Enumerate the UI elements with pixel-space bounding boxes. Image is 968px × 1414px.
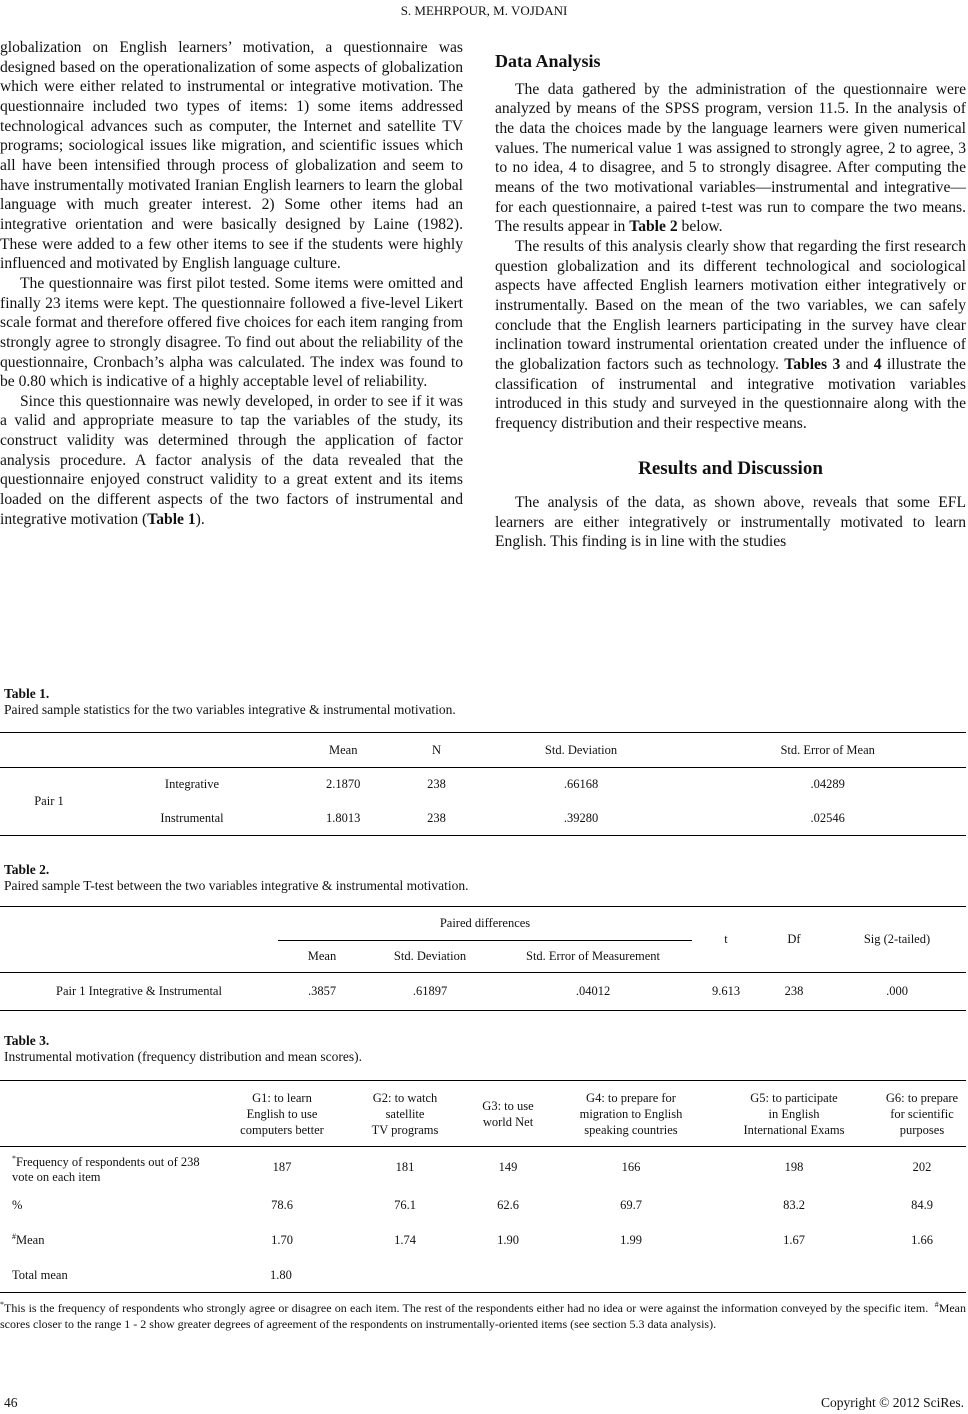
col-header: Df: [760, 907, 828, 973]
cell: 1.70: [271, 1233, 293, 1247]
col-header: Mean: [307, 949, 337, 963]
col-header: Mean: [328, 742, 358, 757]
text: The data gathered by the administration of the questionnaire were analyzed by means of the SPSS program, version 11.5. In the analysis of the data the choices made by the language learners were given numerical values. The numerical value 1 was assigned to strongly agree, 2 to agree, 3 to no idea, 4 to disagree, and 5 to strongly disagree. After computing the means of the two motivational variables—instrumental and integrative—for each questionnaire, a paired t-test was run to compare the two means. The results appear in: [495, 80, 966, 236]
cell: .000: [886, 984, 908, 998]
table-label: Table 1.: [4, 686, 50, 701]
table3: [0, 1080, 966, 1293]
section-heading: Results and Discussion: [638, 458, 823, 480]
cell: Integrative: [164, 777, 220, 792]
paragraph: [495, 80, 966, 237]
cell: 187: [272, 1160, 292, 1175]
col-header: G5: to participate in English International Exams: [743, 1090, 845, 1137]
table-ref: Table 1: [147, 510, 196, 528]
row-header: %: [12, 1198, 23, 1212]
cell: 202: [912, 1160, 932, 1175]
cell: .04289: [810, 777, 845, 792]
cell: .04012: [575, 984, 611, 998]
col-header: G4: to prepare for migration to English speaking countries: [579, 1090, 683, 1137]
text: The results of this analysis clearly show that regarding the first research question globalization and its different technological and sociological aspects have affected English learners motivation either integratively or instrumentally. Based on the mean of the two variables, we can safely conclude that the English learners participating in the survey have clear inclination toward instrumental orientation created under the influence of the globalization factors such as technology.: [495, 237, 966, 373]
col-header: G1: to learn English to use computers better: [240, 1090, 324, 1137]
table-label: Table 3.: [4, 1033, 50, 1048]
col-header: G6: to prepare for scientific purposes: [885, 1090, 959, 1137]
cell: 238: [784, 984, 804, 998]
cell: 1.67: [783, 1233, 805, 1247]
paragraph: The questionnaire was first pilot tested. Some items were omitted and finally 23 items were kept. The questionnaire followed a five-level Likert scale format and therefore offered five choices for each item ranging from strongly agree to strongly disagree. To find out about the reliability of the questionnaire, Cronbach’s alpha was calculated. The index was found to be 0.80 which is indicative of a highly acceptable level of reliability.: [0, 274, 463, 391]
cell: .3857: [307, 984, 337, 998]
cell: 84.9: [911, 1198, 933, 1212]
cell: .02546: [810, 810, 845, 825]
table-ref: Tables 3: [784, 355, 841, 373]
col-header: Std. Error of Measurement: [526, 949, 660, 963]
cell: 1.99: [620, 1233, 642, 1247]
text: and: [840, 355, 874, 373]
col-header: Std. Error of Mean: [780, 742, 875, 757]
cell: 1.90: [497, 1233, 519, 1247]
paragraph: [495, 237, 966, 434]
running-header: S. MEHRPOUR, M. VOJDANI: [400, 3, 568, 18]
cell: Instrumental: [160, 810, 224, 825]
cell: 181: [395, 1160, 415, 1175]
cell: .39280: [563, 810, 599, 825]
text: ).: [195, 510, 205, 528]
text: illustrate the classification of instrumental and integrative motivation variables introduced in this study and surveyed in the questionnaire along with the frequency distribution and their respective means.: [495, 355, 966, 432]
row-header: Pair 1: [0, 768, 98, 836]
table-footnote: *This is the frequency of respondents who strongly agree or disagree on each item. The rest of the respondents either had no idea or were against the information conveyed by the specific item. #Mean scores closer to the range 1 - 2 show greater degrees of agreement of the respondents on instrumentally-oriented items (see section 5.3 data analysis).: [0, 1300, 967, 1331]
col-header: Std. Deviation: [393, 949, 467, 963]
cell: 9.613: [711, 984, 741, 998]
cell: 2.1870: [326, 777, 361, 792]
table-label: Table 2.: [4, 862, 50, 877]
section-heading: Data Analysis: [495, 51, 601, 71]
row-header: *Frequency of respondents out of 238 vote on each item: [12, 1153, 200, 1184]
cell: 78.6: [271, 1198, 293, 1212]
paragraph: The analysis of the data, as shown above, reveals that some EFL learners are either integratively or instrumentally motivated to learn English. This finding is in line with the studies: [495, 494, 966, 551]
cell: .61897: [412, 984, 448, 998]
table1: [0, 732, 966, 836]
col-header: G3: to use world Net: [482, 1098, 534, 1129]
table-ref: 4: [873, 355, 882, 373]
cell: 238: [427, 810, 446, 825]
cell: 1.74: [394, 1233, 416, 1247]
col-header: N: [432, 742, 442, 757]
cell: 198: [784, 1160, 804, 1175]
col-header: t: [692, 907, 760, 973]
table-caption: Paired sample T-test between the two variables integrative & instrumental motivation.: [4, 878, 469, 893]
text: below.: [677, 218, 723, 236]
table2-caption: [4, 862, 469, 894]
cell: 1.8013: [326, 810, 361, 825]
page-number: 46: [4, 1395, 18, 1410]
cell: 238: [427, 777, 446, 792]
text: Since this questionnaire was newly developed, in order to see if it was a valid and appropriate measure to tap the variables of the study, its construct validity was determined through the application of factor analysis procedure. A factor analysis of the data revealed that the questionnaire enjoyed construct validity to a great extent and its items loaded on the different aspects of the two factors of instrumental and integrative motivation (: [0, 392, 463, 528]
cell: 149: [498, 1160, 518, 1175]
table-caption: Paired sample statistics for the two variables integrative & instrumental motivation.: [4, 702, 456, 717]
right-column: [495, 52, 966, 552]
cell: 166: [621, 1160, 641, 1175]
cell: .66168: [563, 777, 599, 792]
row-header: #Mean: [12, 1232, 45, 1248]
left-column: [0, 38, 463, 529]
cell: 62.6: [497, 1198, 519, 1212]
paragraph: [0, 392, 463, 530]
cell: 1.80: [270, 1267, 292, 1282]
table-ref: Table 2: [629, 218, 678, 236]
group-header: Paired differences: [278, 907, 692, 941]
col-header: Sig (2-tailed): [828, 907, 966, 973]
row-header: Total mean: [12, 1267, 68, 1282]
cell: 69.7: [620, 1198, 642, 1212]
row-header: Pair 1 Integrative & Instrumental: [56, 984, 222, 998]
copyright: Copyright © 2012 SciRes.: [820, 1395, 964, 1410]
table-caption: Instrumental motivation (frequency distribution and mean scores).: [4, 1049, 363, 1064]
col-header: G2: to watch satellite TV programs: [371, 1090, 439, 1137]
table2: [0, 906, 966, 1011]
paragraph: globalization on English learners’ motivation, a questionnaire was designed based on the operationalization of some aspects of globalization which were either related to instrumental or integrative motivation. The questionnaire included two types of items: 1) some items addressed technological advances such as computer, the Internet and satellite TV programs; sociological issues like migration, and scientific issues which all have been intensified through process of globalization and seem to have instrumentally motivated Iranian English learners to learn the global language with much greater interest. 2) Some other items had an integrative orientation and were basically designed by Laine (1982). These were added to a few other items to see if the students were highly influenced and motivated by English language culture.: [0, 39, 463, 273]
col-header: Std. Deviation: [544, 742, 618, 757]
cell: 76.1: [394, 1198, 416, 1212]
table1-caption: [4, 686, 456, 718]
cell: 83.2: [783, 1198, 805, 1212]
cell: 1.66: [911, 1233, 933, 1247]
table3-caption: [4, 1033, 362, 1065]
